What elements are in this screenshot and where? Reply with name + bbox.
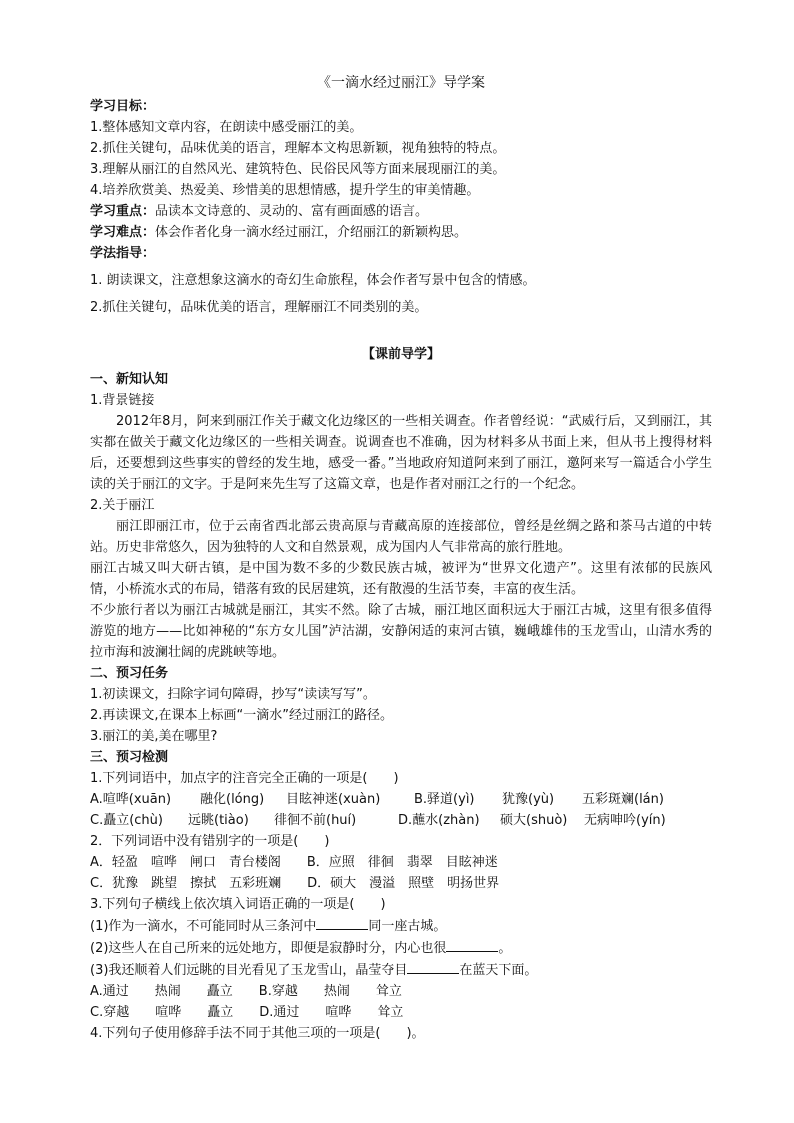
sentence-part: 同一座古城。 (368, 919, 447, 934)
fill-blank[interactable] (316, 915, 368, 930)
preclass-heading: 【课前导学】 (361, 347, 440, 362)
sentence-part: 。 (498, 941, 512, 956)
difficulty (90, 222, 712, 243)
option-word: 硕大(shuò) (500, 813, 568, 828)
part1-heading: 一、新知认知 (90, 372, 169, 387)
option-word: 犹豫(yù) (502, 792, 555, 807)
method-item: 1. 朗读课文，注意想象这滴水的奇幻生命旅程，体会作者写景中包含的情感。 (90, 273, 536, 288)
question-1-stem: 1.下列词语中，加点字的注音完全正确的一项是( ) (90, 771, 399, 786)
objectives-heading: 学习目标： (90, 99, 156, 114)
option-word: 目眩神迷(xuàn) (286, 792, 381, 807)
option-word: 徘徊不前(huí) (274, 813, 357, 828)
option-word: C.矗立(chù) (90, 813, 163, 828)
difficulty-label: 学习难点： (90, 225, 156, 240)
question-3-options-row: A.通过 热闹 矗立 B.穿越 热闹 耸立 (90, 984, 402, 999)
method-heading: 学法指导： (90, 246, 156, 261)
task-item: 1.初读课文，扫除字词句障碍，抄写“读读写写”。 (90, 687, 376, 702)
sentence-part: 在蓝天下面。 (459, 963, 538, 978)
fill-blank[interactable] (446, 937, 498, 952)
difficulty-text: 体会作者化身一滴水经过丽江，介绍丽江的新颖构思。 (155, 225, 468, 240)
option-word: D.蘸水(zhàn) (398, 813, 480, 828)
sentence-part: (3)我还顺着人们远眺的目光看见了玉龙雪山，晶莹夺目 (90, 963, 408, 978)
question-1-options-row (90, 810, 712, 831)
part3-heading: 三、预习检测 (90, 750, 169, 765)
about-heading: 2.关于丽江 (90, 498, 155, 513)
objective-item: 4.培养欣赏美、热爱美、珍惜美的思想情感，提升学生的审美情趣。 (90, 183, 480, 198)
option-word: A.喧哗(xuān) (90, 792, 172, 807)
key-point (90, 201, 712, 222)
background-heading: 1.背景链接 (90, 393, 155, 408)
page-title: 《一滴水经过丽江》导学案 (317, 75, 485, 91)
document-page (90, 72, 712, 1044)
option-word: 融化(lóng) (200, 792, 265, 807)
about-paragraph: 丽江古城又叫大研古镇，是中国为数不多的少数民族古城，被评为“世界文化遗产”。这里有浓郁的民族风情，小桥流水式的布局，错落有致的民居建筑，还有散漫的生活节奏，丰富的夜生活。 (90, 561, 712, 597)
option-word: 五彩斑斓(lán) (582, 792, 664, 807)
task-item: 3.丽江的美,美在哪里? (90, 729, 218, 744)
background-text: 2012年8月，阿来到丽江作关于藏文化边缘区的一些相关调查。作者曾经说：“武威行后，又到丽江，其实都在做关于藏文化边缘区的一些相关调查。说调查也不准确，因为材料多从书面上来，但从书上搜得材料后，还要想到这些事实的曾经的发生地，感受一番。”当地政府知道阿来到了丽江，邀阿来写一篇适合小学生读的关于丽江的文字。于是阿来先生写了这篇文章，也是作者对丽江之行的一个纪念。 (90, 414, 712, 492)
part2-heading: 二、预习任务 (90, 666, 169, 681)
question-2-stem: 2．下列词语中没有错别字的一项是( ) (90, 834, 330, 849)
sentence-part: (2)这些人在自己所来的远处地方，即便是寂静时分，内心也很 (90, 941, 447, 956)
objective-item: 1.整体感知文章内容，在朗读中感受丽江的美。 (90, 120, 363, 135)
about-paragraph: 丽江即丽江市，位于云南省西北部云贵高原与青藏高原的连接部位，曾经是丝绸之路和茶马古道的中转站。历史非常悠久，因为独特的人文和自然景观，成为国内人气非常高的旅行胜地。 (90, 519, 712, 555)
sentence-part: (1)作为一滴水，不可能同时从三条河中 (90, 919, 317, 934)
about-paragraph: 不少旅行者以为丽江古城就是丽江，其实不然。除了古城，丽江地区面积远大于丽江古城，这里有很多值得游览的地方——比如神秘的“东方女儿国”泸沽湖，安静闲适的束河古镇，巍峨雄伟的玉龙雪山，山清水秀的拉市海和波澜壮阔的虎跳峡等地。 (90, 603, 712, 660)
option-word: 无病呻吟(yín) (584, 813, 666, 828)
question-3-sentence (90, 959, 712, 981)
question-3-options-row: C.穿越 喧哗 矗立 D.通过 喧哗 耸立 (90, 1005, 404, 1020)
question-4-stem: 4.下列句子使用修辞手法不同于其他三项的一项是( )。 (90, 1026, 425, 1041)
question-3-stem: 3.下列句子横线上依次填入词语正确的一项是( ) (90, 897, 386, 912)
fill-blank[interactable] (407, 959, 459, 974)
question-3-sentence (90, 915, 712, 937)
objective-item: 3.理解从丽江的自然风光、建筑特色、民俗民风等方面来展现丽江的美。 (90, 162, 506, 177)
question-2-options-row: C．犹豫 跳望 擦拭 五彩班斓 D．硕大 漫溢 照壁 明扬世界 (90, 876, 500, 891)
task-item: 2.再读课文,在课本上标画“一滴水”经过丽江的路径。 (90, 708, 394, 723)
key-point-text: 品读本文诗意的、灵动的、富有画面感的语言。 (155, 204, 429, 219)
option-word: B.驿道(yì) (414, 792, 475, 807)
key-point-label: 学习重点： (90, 204, 156, 219)
objective-item: 2.抓住关键句，品味优美的语言，理解本文构思新颖，视角独特的特点。 (90, 141, 506, 156)
option-word: 远眺(tiào) (188, 813, 249, 828)
question-3-sentence (90, 937, 712, 959)
method-item: 2.抓住关键句，品味优美的语言，理解丽江不同类别的美。 (90, 300, 428, 315)
question-1-options-row (90, 789, 712, 810)
question-2-options-row: A．轻盈 喧哗 闸口 青台楼阁 B．应照 徘徊 翡翠 目眩神迷 (90, 855, 498, 870)
